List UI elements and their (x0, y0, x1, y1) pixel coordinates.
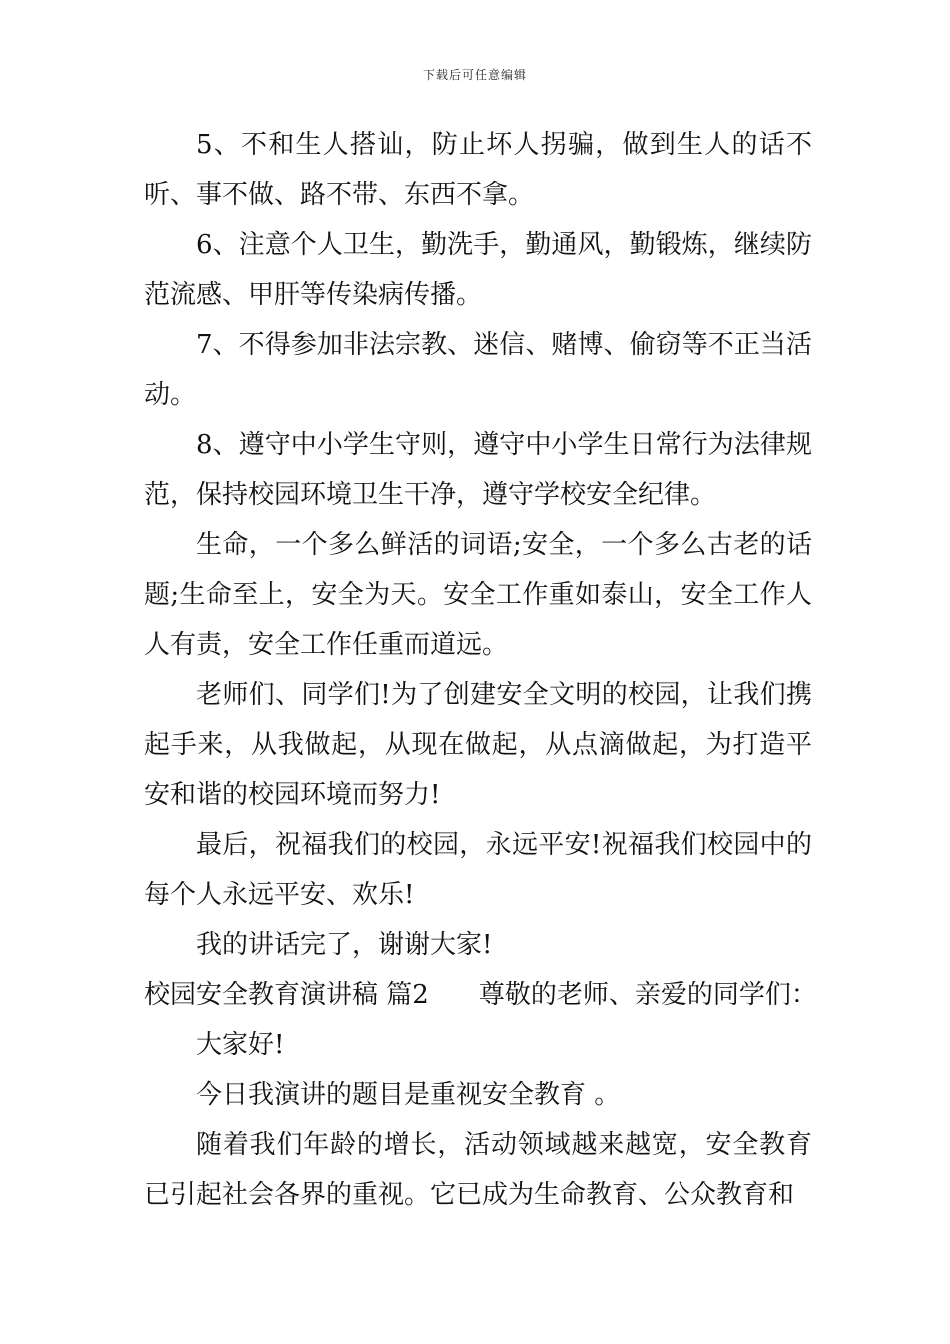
paragraph-rule-8: 8、遵守中小学生守则，遵守中小学生日常行为法律规范，保持校园环境卫生干净，遵守学校安全纪律。 (144, 430, 812, 510)
paragraph-call-to-action: 老师们、同学们!为了创建安全文明的校园，让我们携起手来，从我做起，从现在做起，从点滴做起，为打造平安和谐的校园环境而努力! (144, 680, 812, 810)
page-header: 下载后可任意编辑 (422, 68, 527, 82)
paragraph-rule-6: 6、注意个人卫生，勤洗手，勤通风，勤锻炼，继续防范流感、甲肝等传染病传播。 (144, 230, 812, 310)
paragraph-life-safety: 生命，一个多么鲜活的词语;安全，一个多么古老的话题;生命至上，安全为天。安全工作重如泰山，安全工作人人有责，安全工作任重而道远。 (144, 530, 812, 660)
paragraph-topic: 今日我演讲的题目是重视安全教育 。 (196, 1080, 621, 1110)
paragraph-intro: 随着我们年龄的增长，活动领域越来越宽，安全教育已引起社会各界的重视。它已成为生命教育、公众教育和 (144, 1130, 812, 1210)
speech-title-line (144, 970, 817, 1020)
document-body (144, 120, 817, 1220)
paragraph-closing-wish: 最后，祝福我们的校园，永远平安!祝福我们校园中的每个人永远平安、欢乐! (144, 830, 812, 910)
paragraph-thanks: 我的讲话完了，谢谢大家! (196, 930, 493, 960)
paragraph-rule-5: 5、不和生人搭讪，防止坏人拐骗，做到生人的话不听、事不做、路不带、东西不拿。 (144, 130, 812, 210)
paragraph-hello: 大家好! (196, 1030, 285, 1060)
speech-title: 校园安全教育演讲稿 篇2 (144, 980, 429, 1010)
paragraph-rule-7: 7、不得参加非法宗教、迷信、赌博、偷窃等不正当活动。 (144, 330, 812, 410)
speech-greeting: 尊敬的老师、亲爱的同学们： (478, 980, 817, 1010)
